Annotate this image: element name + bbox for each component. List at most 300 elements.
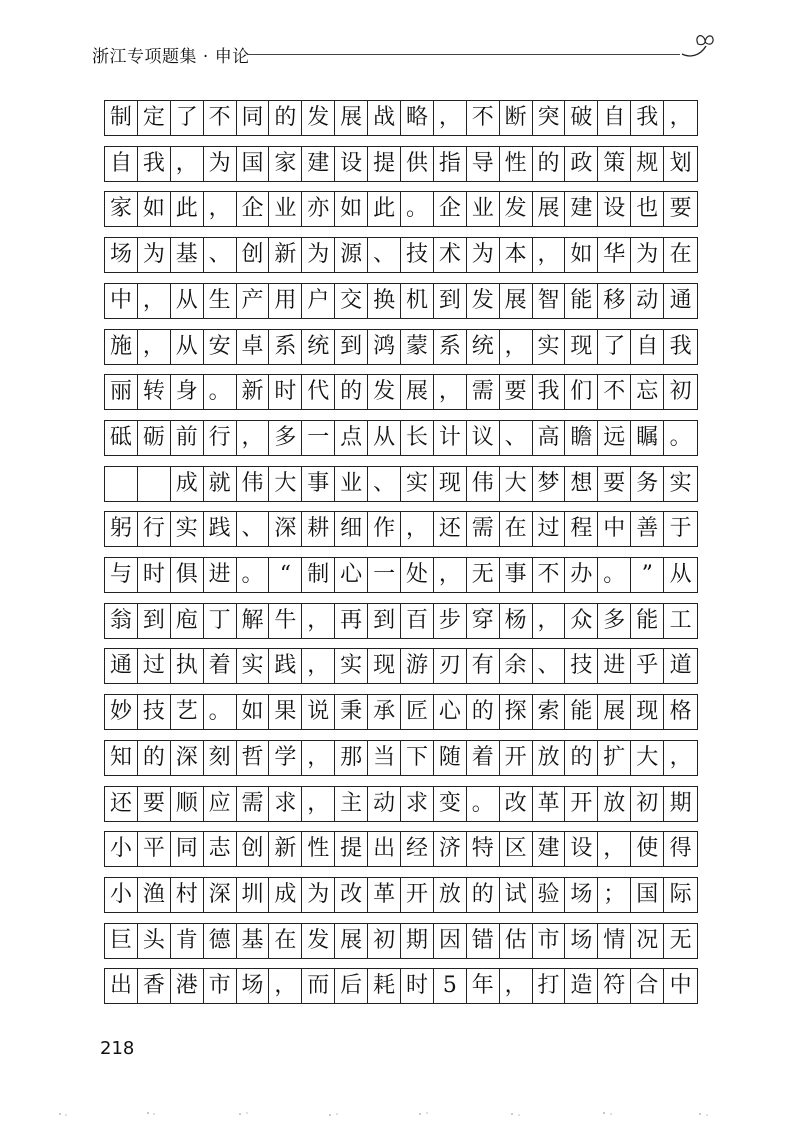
grid-cell: 家	[105, 192, 138, 226]
grid-cell: 动	[368, 787, 401, 821]
grid-cell: 年	[467, 969, 500, 1003]
grid-cell: 开	[500, 741, 533, 775]
grid-cell: 求	[269, 787, 302, 821]
footer-decoration	[0, 1110, 800, 1118]
grid-cell: 扩	[598, 741, 631, 775]
grid-cell: 提	[368, 147, 401, 181]
grid-cell: 中	[669, 973, 692, 998]
grid-cell: 场	[237, 969, 270, 1003]
grid-cell: 、	[533, 649, 566, 683]
grid-cell: 。	[467, 787, 500, 821]
grid-cell: 众	[565, 604, 598, 638]
grid-cell: 破	[565, 101, 598, 135]
grid-cell: 渔	[138, 878, 171, 912]
grid-cell: 产	[237, 284, 270, 318]
grid-cell: 统	[302, 330, 335, 364]
grid-cell: 香	[138, 969, 171, 1003]
grid-cell: 也	[631, 192, 664, 226]
grid-cell: 通	[669, 288, 692, 313]
grid-cell: 户	[302, 284, 335, 318]
grid-cell: 定	[138, 101, 171, 135]
grid-cell: 能	[565, 284, 598, 318]
grid-cell: 同	[171, 832, 204, 866]
grid-cell: 时	[269, 375, 302, 409]
grid-cell: 新	[269, 238, 302, 272]
grid-cell: 与	[105, 558, 138, 592]
page-number: 218	[100, 1038, 135, 1059]
grid-cell: 高	[533, 421, 566, 455]
grid-cell: ，	[138, 330, 171, 364]
grid-cell: 开	[401, 878, 434, 912]
grid-cell: 放	[434, 878, 467, 912]
grid-cell: 我	[631, 101, 664, 135]
grid-cell: 指	[434, 147, 467, 181]
grid-cell: 自	[631, 330, 664, 364]
header-title: 浙江专项题集 · 申论	[92, 46, 250, 67]
grid-cell: 程	[565, 512, 598, 546]
grid-cell: 展	[533, 192, 566, 226]
grid-cell: 试	[500, 878, 533, 912]
grid-cell: 游	[401, 649, 434, 683]
grid-cell: 得	[669, 836, 692, 861]
grid-cell: 伟	[237, 467, 270, 501]
grid-cell: 如	[237, 695, 270, 729]
grid-cell: 着	[204, 649, 237, 683]
grid-cell: 错	[467, 924, 500, 958]
grid-cell: 卓	[237, 330, 270, 364]
grid-cell: 打	[533, 969, 566, 1003]
grid-cell: 源	[335, 238, 368, 272]
grid-cell: 初	[669, 379, 692, 404]
grid-cell: 主	[335, 787, 368, 821]
grid-cell: 哲	[237, 741, 270, 775]
grid-cell: 鸿	[368, 330, 401, 364]
grid-cell: 的	[565, 741, 598, 775]
grid-row	[104, 511, 698, 547]
grid-cell: 无	[467, 558, 500, 592]
grid-cell: 伟	[467, 467, 500, 501]
grid-cell: 有	[467, 649, 500, 683]
grid-cell: 场	[565, 878, 598, 912]
grid-cell: 展	[335, 101, 368, 135]
grid-cell: 动	[631, 284, 664, 318]
grid-cell: 放	[598, 787, 631, 821]
grid-cell: 划	[669, 151, 692, 176]
grid-cell: 俱	[171, 558, 204, 592]
grid-cell: 肯	[171, 924, 204, 958]
grid-cell: 、	[500, 421, 533, 455]
grid-cell: ，	[302, 604, 335, 638]
grid-cell: 市	[533, 924, 566, 958]
grid-cell: 为	[631, 238, 664, 272]
grid-cell: 再	[335, 604, 368, 638]
grid-cell: 多	[269, 421, 302, 455]
grid-cell: 过	[533, 512, 566, 546]
grid-cell: 。	[237, 558, 270, 592]
grid-cell: 从	[171, 284, 204, 318]
grid-row	[104, 283, 698, 319]
grid-cell: 知	[105, 741, 138, 775]
grid-cell	[138, 467, 171, 501]
grid-cell: 5	[434, 969, 467, 1003]
grid-cell: 点	[335, 421, 368, 455]
grid-cell: 就	[204, 467, 237, 501]
grid-cell: 不	[533, 558, 566, 592]
grid-cell: 需	[467, 512, 500, 546]
grid-cell: 需	[237, 787, 270, 821]
grid-cell: 务	[631, 467, 664, 501]
grid-cell: 砺	[138, 421, 171, 455]
grid-cell: 牛	[269, 604, 302, 638]
grid-cell: 到	[434, 284, 467, 318]
grid-cell: 为	[302, 238, 335, 272]
grid-cell: 现	[368, 649, 401, 683]
grid-cell: 断	[500, 101, 533, 135]
grid-cell: 应	[204, 787, 237, 821]
grid-cell: 着	[467, 741, 500, 775]
grid-row	[104, 237, 698, 273]
grid-cell: 因	[434, 924, 467, 958]
grid-cell: 此	[171, 192, 204, 226]
grid-cell: 自	[105, 147, 138, 181]
grid-cell: 善	[631, 512, 664, 546]
grid-cell: 了	[171, 101, 204, 135]
grid-cell: 开	[565, 787, 598, 821]
grid-cell: 自	[598, 101, 631, 135]
grid-cell: 业	[269, 192, 302, 226]
grid-cell: 砥	[105, 421, 138, 455]
grid-cell: 经	[401, 832, 434, 866]
grid-cell: 过	[138, 649, 171, 683]
grid-cell: 的	[335, 375, 368, 409]
grid-cell: ，	[171, 147, 204, 181]
grid-cell: 、	[368, 238, 401, 272]
grid-cell: 制	[105, 101, 138, 135]
grid-cell: 设	[335, 147, 368, 181]
grid-cell: 估	[500, 924, 533, 958]
grid-cell: 刃	[434, 649, 467, 683]
grid-cell: 设	[565, 832, 598, 866]
grid-cell: 实	[533, 330, 566, 364]
grid-cell: 、	[204, 238, 237, 272]
grid-cell: 革	[533, 787, 566, 821]
grid-cell: 成	[269, 878, 302, 912]
grid-cell: 道	[669, 653, 692, 678]
grid-cell: 成	[171, 467, 204, 501]
grid-cell: 长	[401, 421, 434, 455]
grid-cell: 业	[335, 467, 368, 501]
grid-cell: ，	[237, 421, 270, 455]
grid-cell: 身	[171, 375, 204, 409]
grid-cell: 企	[434, 192, 467, 226]
grid-cell: 特	[467, 832, 500, 866]
grid-cell: 放	[533, 741, 566, 775]
grid-cell: 实	[335, 649, 368, 683]
grid-cell: 基	[237, 924, 270, 958]
grid-cell: 学	[269, 741, 302, 775]
sprout-icon	[676, 28, 716, 62]
grid-cell: 到	[368, 604, 401, 638]
grid-cell: 果	[269, 695, 302, 729]
grid-cell: 多	[598, 604, 631, 638]
grid-cell: 现	[565, 330, 598, 364]
grid-cell: 市	[204, 969, 237, 1003]
header-rule	[248, 54, 680, 55]
grid-cell: 穿	[467, 604, 500, 638]
grid-cell: 为	[302, 878, 335, 912]
grid-cell: 随	[434, 741, 467, 775]
grid-cell: 躬	[105, 512, 138, 546]
grid-row	[104, 648, 698, 684]
grid-cell: 一	[368, 558, 401, 592]
grid-cell: 提	[335, 832, 368, 866]
grid-cell: ，	[302, 649, 335, 683]
grid-cell: 的	[269, 101, 302, 135]
grid-cell: 系	[269, 330, 302, 364]
grid-cell: 建	[533, 832, 566, 866]
grid-cell: 机	[401, 284, 434, 318]
grid-cell: 制	[302, 558, 335, 592]
grid-cell: ；	[598, 878, 631, 912]
grid-cell: ，	[500, 330, 533, 364]
grid-cell: 场	[105, 238, 138, 272]
grid-cell: 我	[669, 334, 692, 359]
grid-cell: 需	[467, 375, 500, 409]
grid-cell: 丽	[105, 375, 138, 409]
grid-cell: 设	[598, 192, 631, 226]
grid-cell: 从	[171, 330, 204, 364]
grid-cell: 情	[598, 924, 631, 958]
grid-cell: 验	[533, 878, 566, 912]
grid-cell: 现	[434, 467, 467, 501]
grid-cell: 变	[434, 787, 467, 821]
grid-cell: 发	[302, 101, 335, 135]
grid-cell: 家	[269, 147, 302, 181]
grid-cell: 合	[631, 969, 664, 1003]
grid-cell: 细	[335, 512, 368, 546]
grid-cell: ，	[533, 238, 566, 272]
grid-cell: 办	[565, 558, 598, 592]
grid-cell: ，	[204, 192, 237, 226]
grid-cell: 略	[401, 101, 434, 135]
grid-cell: 余	[500, 649, 533, 683]
grid-cell: 还	[105, 787, 138, 821]
grid-cell: ，	[598, 832, 631, 866]
grid-cell: ，	[434, 101, 467, 135]
grid-row	[104, 329, 698, 365]
grid-cell: 实	[237, 649, 270, 683]
grid-cell: 要	[500, 375, 533, 409]
grid-cell: 小	[105, 832, 138, 866]
grid-cell: 蒙	[401, 330, 434, 364]
grid-cell: 艺	[171, 695, 204, 729]
grid-cell: 梦	[533, 467, 566, 501]
grid-cell: 术	[434, 238, 467, 272]
grid-cell: 顺	[171, 787, 204, 821]
grid-cell: 在	[500, 512, 533, 546]
grid-cell: 行	[138, 512, 171, 546]
grid-cell: 探	[500, 695, 533, 729]
grid-cell: 事	[500, 558, 533, 592]
grid-row	[104, 557, 698, 593]
grid-cell: 本	[500, 238, 533, 272]
grid-cell: 匠	[401, 695, 434, 729]
grid-cell: 际	[669, 882, 692, 907]
grid-cell: 。	[204, 695, 237, 729]
grid-cell: 此	[368, 192, 401, 226]
grid-cell: 村	[171, 878, 204, 912]
grid-cell: 改	[335, 878, 368, 912]
grid-cell: 中	[598, 512, 631, 546]
grid-cell: 改	[500, 787, 533, 821]
grid-cell: 在	[669, 242, 692, 267]
grid-cell: 实	[401, 467, 434, 501]
grid-cell: 期	[401, 924, 434, 958]
grid-cell: 要	[669, 196, 692, 221]
grid-cell: 战	[368, 101, 401, 135]
grid-cell: 圳	[237, 878, 270, 912]
grid-cell: 作	[368, 512, 401, 546]
grid-cell: 同	[237, 101, 270, 135]
grid-cell: 企	[237, 192, 270, 226]
grid-cell: 发	[368, 375, 401, 409]
grid-cell: 志	[204, 832, 237, 866]
grid-row	[104, 100, 698, 136]
grid-cell: 丁	[204, 604, 237, 638]
grid-cell: 进	[598, 649, 631, 683]
grid-cell: 行	[204, 421, 237, 455]
grid-cell: 耕	[302, 512, 335, 546]
grid-cell: 心	[335, 558, 368, 592]
grid-cell: 平	[138, 832, 171, 866]
grid-cell: ”	[631, 558, 664, 592]
grid-cell: 刻	[204, 741, 237, 775]
grid-cell: 深	[171, 741, 204, 775]
grid-cell: 瞻	[565, 421, 598, 455]
grid-cell: 步	[434, 604, 467, 638]
grid-row	[104, 923, 698, 959]
grid-cell: 耗	[368, 969, 401, 1003]
grid-cell: 技	[565, 649, 598, 683]
grid-cell: 索	[533, 695, 566, 729]
grid-cell: 国	[237, 147, 270, 181]
grid-cell: ，	[669, 745, 692, 770]
grid-cell: 们	[565, 375, 598, 409]
grid-cell: 智	[533, 284, 566, 318]
grid-cell: 无	[669, 928, 692, 953]
grid-cell: 小	[105, 878, 138, 912]
grid-cell: 处	[401, 558, 434, 592]
grid-cell: 进	[204, 558, 237, 592]
grid-cell: 说	[302, 695, 335, 729]
grid-cell: 乎	[631, 649, 664, 683]
grid-cell: 为	[204, 147, 237, 181]
grid-cell: 瞩	[631, 421, 664, 455]
grid-cell: 还	[434, 512, 467, 546]
grid-cell: ，	[269, 969, 302, 1003]
grid-row	[104, 786, 698, 822]
grid-cell: 从	[368, 421, 401, 455]
grid-cell: 求	[401, 787, 434, 821]
grid-cell: 的	[138, 741, 171, 775]
grid-cell: 。	[204, 375, 237, 409]
grid-cell: 于	[669, 516, 692, 541]
grid-cell: 不	[204, 101, 237, 135]
grid-cell: 能	[565, 695, 598, 729]
grid-cell: 百	[401, 604, 434, 638]
grid-cell: 的	[533, 147, 566, 181]
grid-cell: ，	[434, 558, 467, 592]
grid-cell: ，	[302, 787, 335, 821]
grid-cell: 要	[598, 467, 631, 501]
grid-row	[104, 603, 698, 639]
grid-cell: 初	[368, 924, 401, 958]
grid-cell: 华	[598, 238, 631, 272]
grid-row	[104, 968, 698, 1004]
grid-cell: 基	[171, 238, 204, 272]
grid-row	[104, 694, 698, 730]
grid-cell: 深	[204, 878, 237, 912]
grid-row	[104, 831, 698, 867]
grid-cell: 到	[138, 604, 171, 638]
grid-cell: 德	[204, 924, 237, 958]
grid-cell	[105, 467, 138, 501]
grid-cell: 场	[565, 924, 598, 958]
grid-cell: 想	[565, 467, 598, 501]
grid-row	[104, 466, 698, 502]
grid-cell: 践	[269, 649, 302, 683]
grid-cell: 导	[467, 147, 500, 181]
grid-cell: 期	[669, 791, 692, 816]
grid-cell: 在	[269, 924, 302, 958]
running-header	[92, 42, 250, 66]
grid-cell: 符	[598, 969, 631, 1003]
grid-cell: ，	[302, 741, 335, 775]
grid-cell: 要	[138, 787, 171, 821]
grid-cell: 践	[204, 512, 237, 546]
grid-cell: 下	[401, 741, 434, 775]
grid-cell: 如	[138, 192, 171, 226]
grid-cell: ，	[500, 969, 533, 1003]
grid-cell: 远	[598, 421, 631, 455]
grid-cell: 事	[302, 467, 335, 501]
grid-cell: 初	[631, 787, 664, 821]
grid-cell: 一	[302, 421, 335, 455]
grid-cell: 忘	[631, 375, 664, 409]
grid-cell: 。	[598, 558, 631, 592]
grid-cell: 统	[467, 330, 500, 364]
grid-cell: 格	[669, 699, 692, 724]
grid-row	[104, 191, 698, 227]
grid-cell: 性	[302, 832, 335, 866]
grid-cell: 安	[204, 330, 237, 364]
grid-cell: 使	[631, 832, 664, 866]
grid-row	[104, 877, 698, 913]
grid-cell: ，	[434, 375, 467, 409]
grid-cell: 我	[533, 375, 566, 409]
grid-cell: 执	[171, 649, 204, 683]
grid-cell: 突	[533, 101, 566, 135]
grid-cell: 从	[669, 562, 692, 587]
grid-cell: 不	[598, 375, 631, 409]
grid-cell: 。	[669, 425, 692, 450]
grid-cell: 、	[368, 467, 401, 501]
grid-cell: 现	[631, 695, 664, 729]
grid-cell: 技	[401, 238, 434, 272]
grid-cell: 如	[335, 192, 368, 226]
grid-cell: ，	[138, 284, 171, 318]
grid-cell: 展	[500, 284, 533, 318]
